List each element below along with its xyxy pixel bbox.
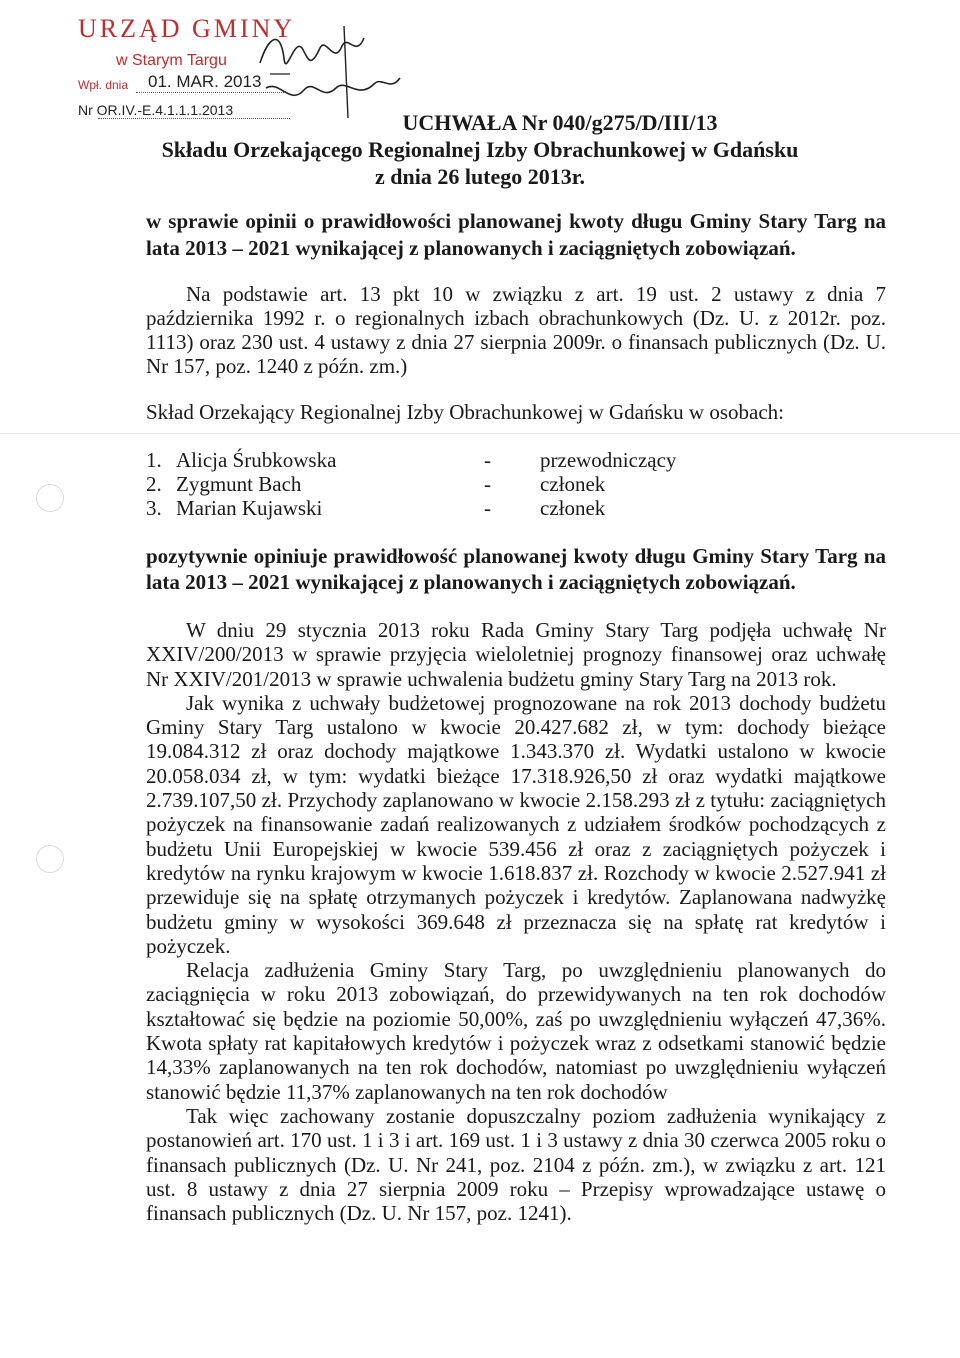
member-name: Alicja Śrubkowska: [176, 448, 337, 472]
stamp-title: URZĄD GMINY: [78, 14, 296, 43]
justification-paragraph: Relacja zadłużenia Gminy Stary Targ, po uwzględnieniu planowanych do zaciągnięcia w roku 2013 zobowiązań, do przewidywanych na ten rok dochodów kształtować się będzie na poziomie 50,00%, zaś po uwzględnieniu wyłączeń 47,36%. Kwota spłaty rat kapitałowych kredytów i pożyczek wraz z odsetkami stanowić będzie 14,33% zaplanowanych na ten rok dochodów, natomiast po uwzględnieniu wyłączeń stanowić będzie 11,37% zaplanowanych na ten rok dochodów: [146, 958, 886, 1104]
member-dash: -: [484, 448, 491, 472]
justification-body: [146, 618, 886, 1225]
member-dash: -: [484, 496, 491, 520]
member-number: 3.: [146, 496, 162, 520]
member-row: [146, 496, 746, 520]
members-list: [146, 448, 746, 520]
member-number: 1.: [146, 448, 162, 472]
resolution-issuer: Składu Orzekającego Regionalnej Izby Obrachunkowej w Gdańsku: [161, 137, 799, 162]
member-name: Zygmunt Bach: [176, 472, 302, 496]
decision-statement: pozytywnie opiniuje prawidłowość planowanej kwoty długu Gminy Stary Targ na lata 2013 – 2021 wynikającej z planowanych i zaciągniętych zobowiązań.: [146, 544, 886, 594]
stamp-date-label: Wpł. dnia: [78, 78, 129, 92]
stamp-number: Nr OR.IV.-E.4.1.1.1.2013: [78, 102, 234, 118]
member-role: członek: [540, 496, 606, 520]
justification-paragraph: W dniu 29 stycznia 2013 roku Rada Gminy Stary Targ podjęła uchwałę Nr XXIV/200/2013 w sprawie przyjęcia wieloletniej prognozy finansowej oraz uchwałę Nr XXIV/201/2013 w sprawie uchwalenia budżetu gminy Stary Targ na 2013 rok.: [146, 618, 886, 691]
punch-hole-mark: [36, 845, 64, 873]
resolution-title: UCHWAŁA Nr 040/g275/D/III/13: [402, 110, 718, 135]
member-name: Marian Kujawski: [176, 496, 323, 520]
member-row: [146, 472, 746, 496]
composition-intro: Skład Orzekający Regionalnej Izby Obrachunkowej w Gdańsku w osobach:: [146, 400, 784, 424]
resolution-subject: w sprawie opinii o prawidłowości planowanej kwoty długu Gminy Stary Targ na lata 2013 – 2021 wynikającej z planowanych i zaciągniętych zobowiązań.: [146, 209, 886, 260]
member-dash: -: [484, 472, 491, 496]
member-role: przewodniczący: [540, 448, 677, 472]
member-number: 2.: [146, 472, 162, 496]
resolution-date: z dnia 26 lutego 2013r.: [374, 164, 586, 189]
stamp-subtitle: w Starym Targu: [116, 52, 227, 69]
stamp-date: 01. MAR. 2013: [148, 72, 262, 91]
paper-fold-line: [0, 433, 960, 434]
punch-hole-mark: [36, 484, 64, 512]
justification-paragraph: Tak więc zachowany zostanie dopuszczalny poziom zadłużenia wynikający z postanowień art. 170 ust. 1 i 3 i art. 169 ust. 1 i 3 ustawy z dnia 30 czerwca 2005 roku o finansach publicznych (Dz. U. Nr 241, poz. 2104 z późn. zm.), w związku z art. 121 ust. 8 ustawy z dnia 27 sierpnia 2009 roku – Przepisy wprowadzające ustawę o finansach publicznych (Dz. U. Nr 157, poz. 1241).: [146, 1103, 886, 1226]
member-row: [146, 448, 746, 472]
legal-basis-paragraph: Na podstawie art. 13 pkt 10 w związku z art. 19 ust. 2 ustawy z dnia 7 października 1992 r. o regionalnych izbach obrachunkowych (Dz. U. z 2012r. poz. 1113) oraz 230 ust. 4 ustawy z dnia 27 sierpnia 2009r. o finansach publicznych (Dz. U. Nr 157, poz. 1240 z późn. zm.): [146, 282, 886, 378]
justification-paragraph: Jak wynika z uchwały budżetowej prognozowane na rok 2013 dochody budżetu Gminy Stary Targ ustalono w kwocie 20.427.682 zł, w tym: dochody bieżące 19.084.312 zł oraz dochody majątkowe 1.343.370 zł. Wydatki ustalono w kwocie 20.058.034 zł, w tym: wydatki bieżące 17.318.926,50 zł oraz wydatki majątkowe 2.739.107,50 zł. Przychody zaplanowano w kwocie 2.158.293 zł z tytułu: zaciągniętych pożyczek na finansowanie zadań realizowanych z udziałem środków pochodzących z budżetu Unii Europejskiej w kwocie 539.456 zł oraz z zaciągniętych pożyczek i kredytów na rynku krajowym w kwocie 1.618.837 zł. Rozchody w kwocie 2.527.941 zł przewiduje się na spłatę otrzymanych pożyczek i kredytów. Zaplanowana nadwyżkę budżetu gminy w wysokości 369.648 zł przeznacza się na spłatę rat kredytów i pożyczek.: [146, 690, 886, 958]
member-role: członek: [540, 472, 606, 496]
